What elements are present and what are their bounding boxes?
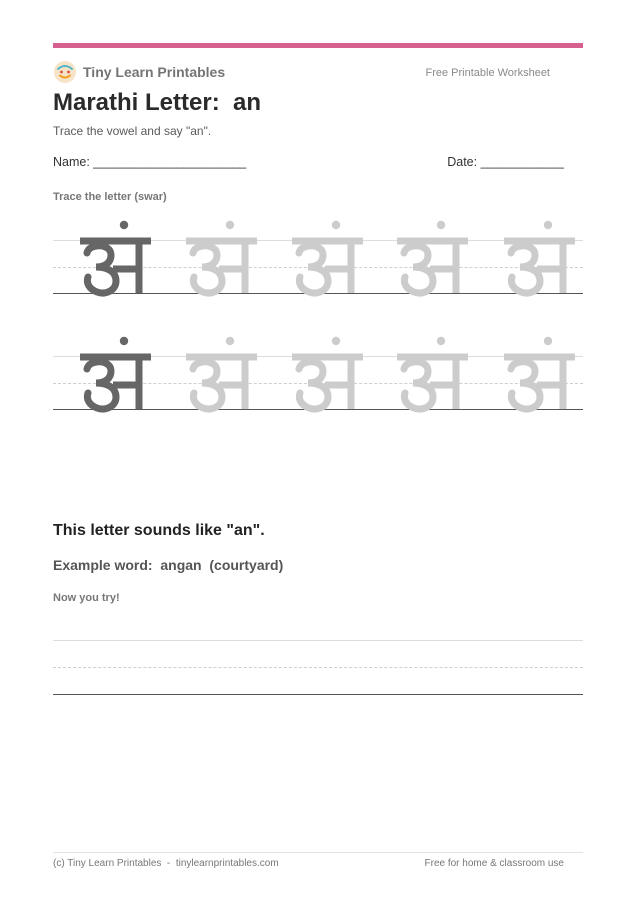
trace-row-1	[53, 217, 583, 297]
tagline: Free Printable Worksheet	[425, 67, 550, 79]
guide-line-mid	[53, 667, 583, 668]
model-letter	[75, 333, 155, 413]
instruction-text: Trace the vowel and say "an".	[53, 124, 212, 138]
trace-letter	[392, 333, 472, 413]
trace-section-label: Trace the letter (swar)	[53, 191, 167, 203]
trace-letter	[499, 333, 579, 413]
trace-letter	[181, 333, 261, 413]
trace-row-2	[53, 333, 583, 413]
guide-line-base	[53, 694, 583, 695]
trace-letter	[287, 217, 367, 297]
accent-bar	[53, 43, 583, 48]
footer-copyright: (c) Tiny Learn Printables - tinylearnprintables.com	[53, 858, 279, 869]
footer-usage-note: Free for home & classroom use	[424, 858, 564, 869]
trace-letter	[181, 217, 261, 297]
date-field: Date: ____________	[447, 155, 564, 169]
sound-description: This letter sounds like "an".	[53, 522, 265, 539]
trace-letter	[499, 217, 579, 297]
guide-line-top	[53, 640, 583, 641]
brand-name: Tiny Learn Printables	[83, 64, 226, 80]
brand	[53, 60, 225, 84]
trace-letter	[392, 217, 472, 297]
smiley-face-icon	[53, 60, 77, 84]
example-word: Example word: angan (courtyard)	[53, 557, 284, 573]
practice-lines	[53, 628, 583, 698]
trace-letter	[287, 333, 367, 413]
footer-divider	[53, 852, 583, 853]
page-title: Marathi Letter: an	[53, 89, 262, 116]
practice-label: Now you try!	[53, 592, 120, 604]
name-field: Name: ______________________	[53, 155, 247, 169]
model-letter	[75, 217, 155, 297]
